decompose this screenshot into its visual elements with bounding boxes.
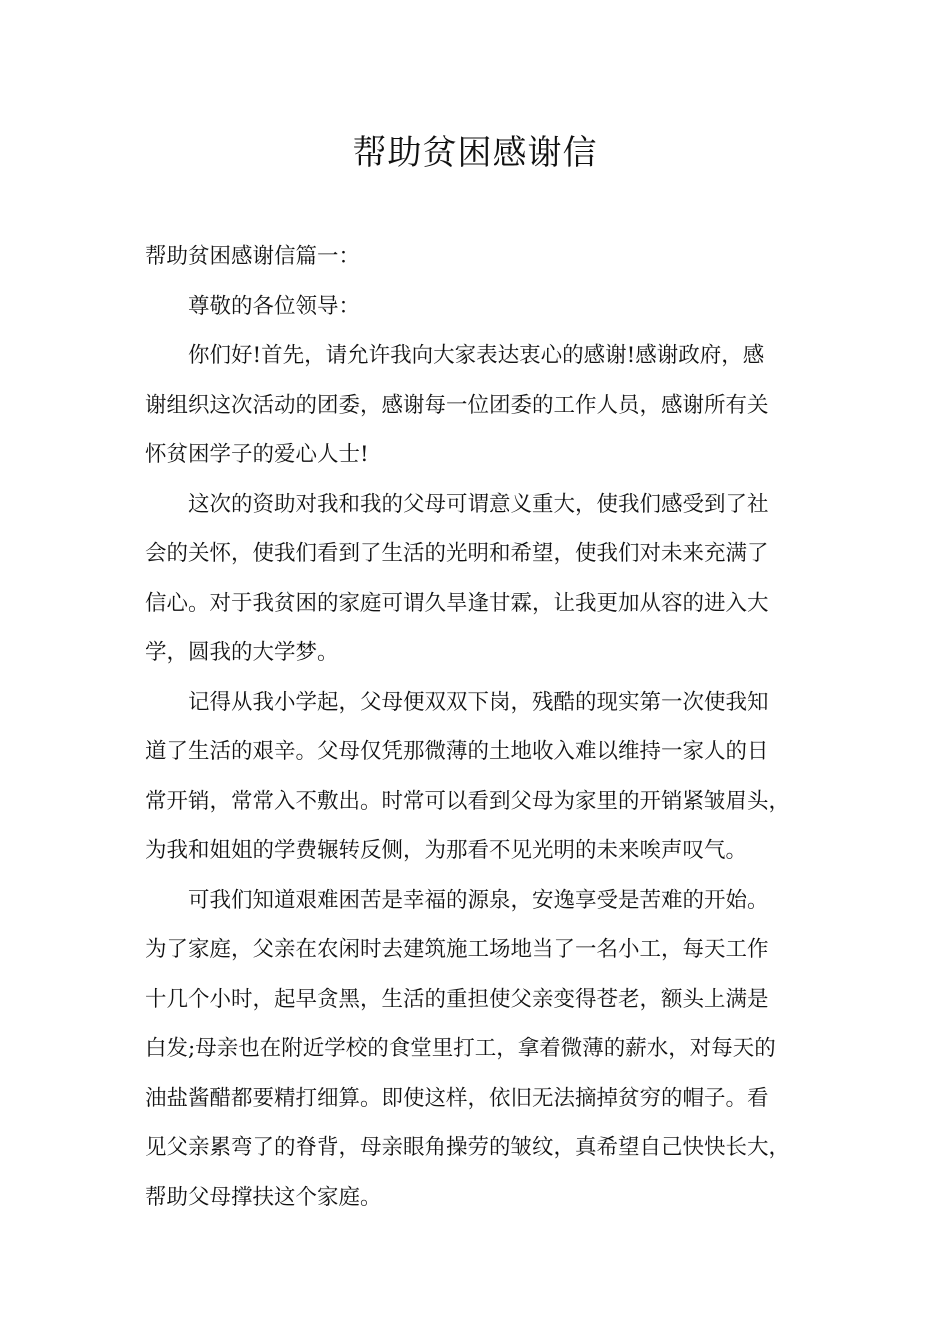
body-line: 为我和姐姐的学费辗转反侧，为那看不见光明的未来唉声叹气。 xyxy=(145,838,748,863)
body-line: 可我们知道艰难困苦是幸福的源泉，安逸享受是苦难的开始。 xyxy=(188,887,769,913)
body-line: 谢组织这次活动的团委，感谢每一位团委的工作人员，感谢所有关 xyxy=(145,392,769,418)
body-line: 为了家庭，父亲在农闲时去建筑施工场地当了一名小工，每天工作 xyxy=(145,937,769,962)
salutation: 尊敬的各位领导： xyxy=(188,293,361,319)
body-line: 帮助父母撑扶这个家庭。 xyxy=(145,1184,382,1210)
body-line: 白发;母亲也在附近学校的食堂里打工，拿着微薄的薪水，对每天的 xyxy=(145,1036,776,1061)
document-body xyxy=(145,232,825,1222)
body-line: 信心。对于我贫困的家庭可谓久旱逢甘霖，让我更加从容的进入大 xyxy=(145,590,769,616)
body-line: 怀贫困学子的爱心人士! xyxy=(145,442,369,467)
body-line: 学，圆我的大学梦。 xyxy=(145,640,339,665)
section-heading: 帮助贫困感谢信篇一： xyxy=(145,244,361,269)
body-line: 见父亲累弯了的脊背，母亲眼角操劳的皱纹，真希望自己快快长大， xyxy=(145,1135,791,1160)
body-line: 道了生活的艰辛。父母仅凭那微薄的土地收入难以维持一家人的日 xyxy=(145,739,769,764)
body-line: 这次的资助对我和我的父母可谓意义重大，使我们感受到了社 xyxy=(188,491,769,517)
body-line: 记得从我小学起，父母便双双下岗，残酷的现实第一次使我知 xyxy=(188,689,769,715)
body-line: 十几个小时，起早贪黑，生活的重担使父亲变得苍老，额头上满是 xyxy=(145,986,769,1012)
body-line: 你们好!首先，请允许我向大家表达衷心的感谢!感谢政府，感 xyxy=(188,343,765,368)
body-line: 油盐酱醋都要精打细算。即使这样，依旧无法摘掉贫穷的帽子。看 xyxy=(145,1085,769,1111)
body-line: 常开销，常常入不敷出。时常可以看到父母为家里的开销紧皱眉头， xyxy=(145,788,791,814)
document-title: 帮助贫困感谢信 xyxy=(352,133,598,173)
body-line: 会的关怀，使我们看到了生活的光明和希望，使我们对未来充满了 xyxy=(145,541,769,566)
